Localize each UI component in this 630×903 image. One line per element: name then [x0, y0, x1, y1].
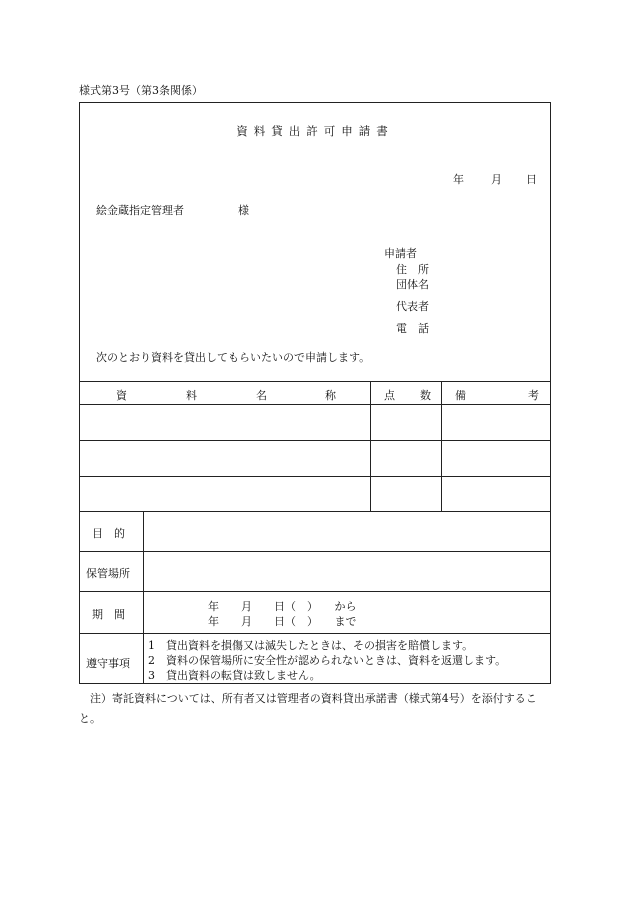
table-header-rule	[80, 404, 550, 405]
storage-label: 保管場所	[86, 567, 130, 580]
period-label: 期 間	[92, 608, 125, 621]
rule-item-1: 1 貸出資料を損傷又は滅失したときは、その損害を賠償します。	[148, 639, 474, 652]
note-line-1: 注）寄託資料については、所有者又は管理者の資料貸出承諾書（様式第4号）を添付するこ	[90, 692, 537, 705]
rule-item-3: 3 貸出資料の転貸は致しません。	[148, 669, 321, 682]
purpose-rule	[80, 551, 550, 552]
row-rule-2	[80, 476, 550, 477]
row-rule-3	[80, 511, 550, 512]
application-form	[79, 102, 551, 684]
purpose-label: 目 的	[92, 527, 125, 540]
request-text: 次のとおり資料を貸出してもらいたいので申請します。	[96, 351, 371, 364]
applicant-organization-label: 団体名	[396, 278, 429, 291]
column-rule-labels	[143, 511, 144, 684]
addressee-honorific: 様	[238, 204, 249, 217]
table-top-rule	[80, 381, 550, 382]
column-rule-count	[370, 381, 371, 511]
rules-label: 遵守事項	[86, 657, 130, 670]
header-name-char-2: 料	[186, 389, 197, 402]
applicant-address-label: 住 所	[396, 263, 429, 276]
header-count-char-2: 数	[420, 389, 431, 402]
header-name-char-1: 資	[116, 389, 127, 402]
period-to: 年 月 日（ ） まで	[208, 615, 357, 628]
period-rule	[80, 633, 550, 634]
note-line-2: と。	[79, 712, 101, 725]
addressee: 絵金蔵指定管理者	[96, 204, 184, 217]
date-month: 月	[491, 173, 502, 186]
storage-rule	[80, 591, 550, 592]
date-day: 日	[526, 173, 537, 186]
rule-item-2: 2 資料の保管場所に安全性が認められないときは、資料を返還します。	[148, 654, 507, 667]
form-number: 様式第3号（第3条関係）	[79, 84, 203, 97]
applicant-representative-label: 代表者	[396, 300, 429, 313]
period-from: 年 月 日（ ） から	[208, 600, 357, 613]
form-title: 資料貸出許可申請書	[236, 124, 394, 138]
applicant-heading: 申請者	[384, 247, 417, 260]
row-rule-1	[80, 440, 550, 441]
header-name-char-4: 称	[325, 389, 336, 402]
column-rule-remarks	[441, 381, 442, 511]
header-remarks-char-1: 備	[455, 389, 466, 402]
header-name-char-3: 名	[256, 389, 267, 402]
applicant-phone-label: 電 話	[396, 322, 429, 335]
date-year: 年	[453, 173, 464, 186]
header-remarks-char-2: 考	[528, 389, 539, 402]
header-count-char-1: 点	[384, 389, 395, 402]
